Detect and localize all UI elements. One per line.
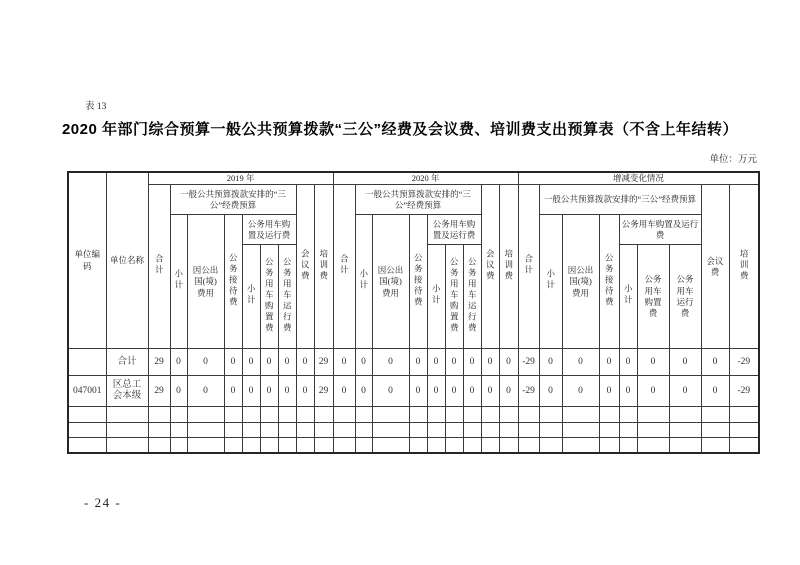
col-header-subtotal [355, 215, 372, 349]
page-number: - 24 - [84, 495, 122, 510]
unit-name-cell: 区总工会本级 [106, 376, 148, 407]
value-cell: -29 [729, 376, 759, 407]
col-header-vehicle-operation [463, 245, 481, 349]
header-row-years [68, 172, 759, 185]
value-cell [669, 407, 701, 423]
col-header-total [333, 185, 355, 349]
col-header-reception-label: 公务接待费 [604, 252, 615, 308]
value-cell [499, 423, 518, 438]
value-cell [409, 438, 427, 453]
value-cell [539, 438, 562, 453]
col-header-subtotal-label: 小计 [173, 269, 184, 292]
value-cell [372, 438, 409, 453]
value-cell [170, 407, 187, 423]
col-header-vehicle-purchase [260, 245, 278, 349]
group-header-sangong: 一般公共预算拨款安排的“三公”经费预算 [355, 185, 481, 215]
col-header-vehicle-subtotal [427, 245, 445, 349]
value-cell: 0 [170, 376, 187, 407]
value-cell: 0 [372, 376, 409, 407]
value-cell: 29 [314, 376, 333, 407]
value-cell: 0 [562, 349, 599, 376]
value-cell [242, 407, 260, 423]
value-cell: 29 [314, 349, 333, 376]
col-header-reception-label: 公务接待费 [228, 252, 239, 308]
value-cell: -29 [729, 349, 759, 376]
col-header-total-label: 合计 [523, 254, 534, 277]
value-cell: 0 [278, 349, 296, 376]
value-cell: 0 [224, 376, 242, 407]
value-cell: 0 [409, 349, 427, 376]
value-cell [148, 407, 170, 423]
unit-note: 单位：万元 [709, 155, 757, 165]
value-cell: 0 [445, 349, 463, 376]
value-cell [619, 423, 637, 438]
col-header-total [148, 185, 170, 349]
value-cell: 0 [333, 376, 355, 407]
value-cell [481, 438, 499, 453]
value-cell [729, 438, 759, 453]
value-cell [669, 438, 701, 453]
value-cell: 0 [224, 349, 242, 376]
table-row [68, 376, 759, 407]
col-header-subtotal [539, 215, 562, 349]
value-cell: 0 [445, 376, 463, 407]
value-cell: 0 [463, 349, 481, 376]
col-header-training [314, 185, 333, 349]
value-cell: 0 [355, 349, 372, 376]
value-cell [669, 423, 701, 438]
value-cell [355, 423, 372, 438]
value-cell: 0 [463, 376, 481, 407]
value-cell [187, 438, 224, 453]
col-header-meeting [296, 185, 314, 349]
unit-name-cell: 合计 [106, 349, 148, 376]
col-header-training [729, 185, 759, 349]
value-cell [499, 407, 518, 423]
col-header-subtotal-label: 小计 [358, 269, 369, 292]
col-header-vehicle-operation: 公务用车运行费 [669, 245, 701, 349]
value-cell: 0 [409, 376, 427, 407]
unit-code-cell [68, 407, 106, 423]
value-cell [314, 407, 333, 423]
col-header-meeting-label: 会议费 [300, 248, 311, 282]
value-cell [637, 407, 669, 423]
group-header-sangong: 一般公共预算拨款安排的“三公”经费预算 [170, 185, 296, 215]
group-header-vehicle: 公务用车购置及运行费 [619, 215, 701, 245]
col-header-meeting: 会议费 [701, 185, 729, 349]
value-cell: 0 [539, 349, 562, 376]
col-header-abroad: 因公出国(境)费用 [562, 215, 599, 349]
col-header-training-label: 培训费 [503, 248, 514, 282]
value-cell [619, 407, 637, 423]
value-cell: 0 [637, 376, 669, 407]
col-header-meeting-label: 会议费 [485, 248, 496, 282]
unit-code-cell [68, 423, 106, 438]
value-cell: 0 [187, 349, 224, 376]
value-cell: 0 [242, 376, 260, 407]
value-cell [333, 438, 355, 453]
value-cell [539, 423, 562, 438]
budget-table [67, 171, 760, 454]
value-cell [463, 407, 481, 423]
group-header-vehicle: 公务用车购置及运行费 [242, 215, 296, 245]
col-header-vehicle-operation-label: 公务用车运行费 [282, 256, 293, 334]
value-cell: 0 [355, 376, 372, 407]
section-header-2020: 2020 年 [333, 172, 518, 185]
value-cell [445, 438, 463, 453]
value-cell [481, 423, 499, 438]
value-cell [701, 438, 729, 453]
table-row [68, 407, 759, 423]
col-header-meeting [481, 185, 499, 349]
value-cell: 0 [499, 349, 518, 376]
unit-name-cell [106, 438, 148, 453]
col-header-training [499, 185, 518, 349]
value-cell: 29 [148, 376, 170, 407]
col-header-abroad: 因公出国(境)费用 [372, 215, 409, 349]
value-cell [355, 438, 372, 453]
value-cell [409, 407, 427, 423]
group-header-sangong: 一般公共预算拨款安排的“三公”经费预算 [539, 185, 701, 215]
col-header-total-label: 合计 [154, 254, 165, 277]
value-cell [445, 407, 463, 423]
value-cell [372, 423, 409, 438]
value-cell [333, 423, 355, 438]
value-cell [562, 423, 599, 438]
value-cell: 29 [148, 349, 170, 376]
value-cell [463, 438, 481, 453]
unit-code-cell [68, 438, 106, 453]
col-header-training-label: 培训费 [739, 248, 750, 282]
value-cell: 0 [637, 349, 669, 376]
unit-code-cell [68, 349, 106, 376]
value-cell [599, 423, 619, 438]
value-cell: 0 [260, 349, 278, 376]
col-header-total-label: 合计 [339, 254, 350, 277]
unit-name-cell [106, 407, 148, 423]
value-cell: -29 [518, 349, 539, 376]
unit-name-cell [106, 423, 148, 438]
value-cell [242, 423, 260, 438]
col-header-vehicle-subtotal-label: 小计 [246, 284, 257, 307]
value-cell [562, 407, 599, 423]
value-cell [599, 438, 619, 453]
value-cell [224, 407, 242, 423]
col-header-subtotal-label: 小计 [545, 269, 556, 292]
value-cell: 0 [599, 349, 619, 376]
page-title: 2020 年部门综合预算一般公共预算拨款“三公”经费及会议费、培训费支出预算表（不含上年结转） [61, 121, 739, 138]
value-cell [637, 423, 669, 438]
value-cell [260, 407, 278, 423]
value-cell [242, 438, 260, 453]
value-cell [463, 423, 481, 438]
value-cell [427, 423, 445, 438]
value-cell [296, 438, 314, 453]
value-cell: 0 [481, 376, 499, 407]
value-cell: 0 [619, 376, 637, 407]
value-cell: 0 [669, 376, 701, 407]
col-header-vehicle-purchase-label: 公务用车购置费 [264, 256, 275, 334]
value-cell [314, 438, 333, 453]
value-cell [278, 438, 296, 453]
group-header-vehicle: 公务用车购置及运行费 [427, 215, 481, 245]
value-cell: 0 [372, 349, 409, 376]
value-cell [224, 438, 242, 453]
col-header-vehicle-subtotal [242, 245, 260, 349]
section-header-change: 增减变化情况 [518, 172, 759, 185]
value-cell [518, 407, 539, 423]
value-cell [260, 438, 278, 453]
value-cell: 0 [170, 349, 187, 376]
value-cell [729, 407, 759, 423]
col-header-reception-label: 公务接待费 [413, 252, 424, 308]
col-header-training-label: 培训费 [318, 248, 329, 282]
value-cell [427, 438, 445, 453]
value-cell [278, 423, 296, 438]
value-cell [170, 438, 187, 453]
table-row [68, 349, 759, 376]
header-row-vehicle-groups [68, 215, 759, 245]
value-cell: 0 [701, 349, 729, 376]
col-header-abroad: 因公出国(境)费用 [187, 215, 224, 349]
col-header-vehicle-subtotal-label: 小计 [431, 284, 442, 307]
value-cell [333, 407, 355, 423]
value-cell [619, 438, 637, 453]
value-cell: 0 [260, 376, 278, 407]
value-cell [701, 423, 729, 438]
value-cell: 0 [278, 376, 296, 407]
value-cell: -29 [518, 376, 539, 407]
value-cell [637, 438, 669, 453]
col-header-vehicle-subtotal-label: 小计 [623, 284, 634, 307]
value-cell: 0 [242, 349, 260, 376]
header-row-groups [68, 185, 759, 215]
value-cell [170, 423, 187, 438]
table-row [68, 423, 759, 438]
value-cell [355, 407, 372, 423]
value-cell [296, 407, 314, 423]
value-cell [260, 423, 278, 438]
value-cell [599, 407, 619, 423]
value-cell [445, 423, 463, 438]
value-cell [224, 423, 242, 438]
value-cell: 0 [187, 376, 224, 407]
unit-code-cell: 047001 [68, 376, 106, 407]
value-cell: 0 [427, 376, 445, 407]
value-cell [372, 407, 409, 423]
value-cell: 0 [669, 349, 701, 376]
col-header-total [518, 185, 539, 349]
col-header-vehicle-purchase [445, 245, 463, 349]
value-cell [518, 438, 539, 453]
col-header-unit-name: 单位名称 [106, 172, 148, 349]
col-header-unit-code: 单位编码 [68, 172, 106, 349]
value-cell [539, 407, 562, 423]
col-header-reception [599, 215, 619, 349]
value-cell [296, 423, 314, 438]
value-cell: 0 [296, 376, 314, 407]
col-header-vehicle-purchase: 公务用车购置费 [637, 245, 669, 349]
value-cell [314, 423, 333, 438]
value-cell: 0 [599, 376, 619, 407]
value-cell [729, 423, 759, 438]
value-cell: 0 [333, 349, 355, 376]
value-cell [409, 423, 427, 438]
col-header-subtotal [170, 215, 187, 349]
col-header-reception [224, 215, 242, 349]
value-cell [562, 438, 599, 453]
value-cell: 0 [701, 376, 729, 407]
col-header-vehicle-operation-label: 公务用车运行费 [467, 256, 478, 334]
value-cell: 0 [427, 349, 445, 376]
table-label: 表 13 [85, 102, 107, 112]
col-header-vehicle-operation [278, 245, 296, 349]
value-cell: 0 [481, 349, 499, 376]
value-cell [187, 423, 224, 438]
value-cell [187, 407, 224, 423]
section-header-2019: 2019 年 [148, 172, 333, 185]
value-cell: 0 [539, 376, 562, 407]
value-cell [481, 407, 499, 423]
value-cell: 0 [619, 349, 637, 376]
value-cell [148, 438, 170, 453]
value-cell [499, 438, 518, 453]
value-cell: 0 [562, 376, 599, 407]
value-cell [148, 423, 170, 438]
value-cell [278, 407, 296, 423]
table-row [68, 438, 759, 453]
col-header-vehicle-subtotal [619, 245, 637, 349]
col-header-vehicle-purchase-label: 公务用车购置费 [449, 256, 460, 334]
value-cell [701, 407, 729, 423]
value-cell: 0 [499, 376, 518, 407]
col-header-reception [409, 215, 427, 349]
value-cell [427, 407, 445, 423]
value-cell [518, 423, 539, 438]
value-cell: 0 [296, 349, 314, 376]
